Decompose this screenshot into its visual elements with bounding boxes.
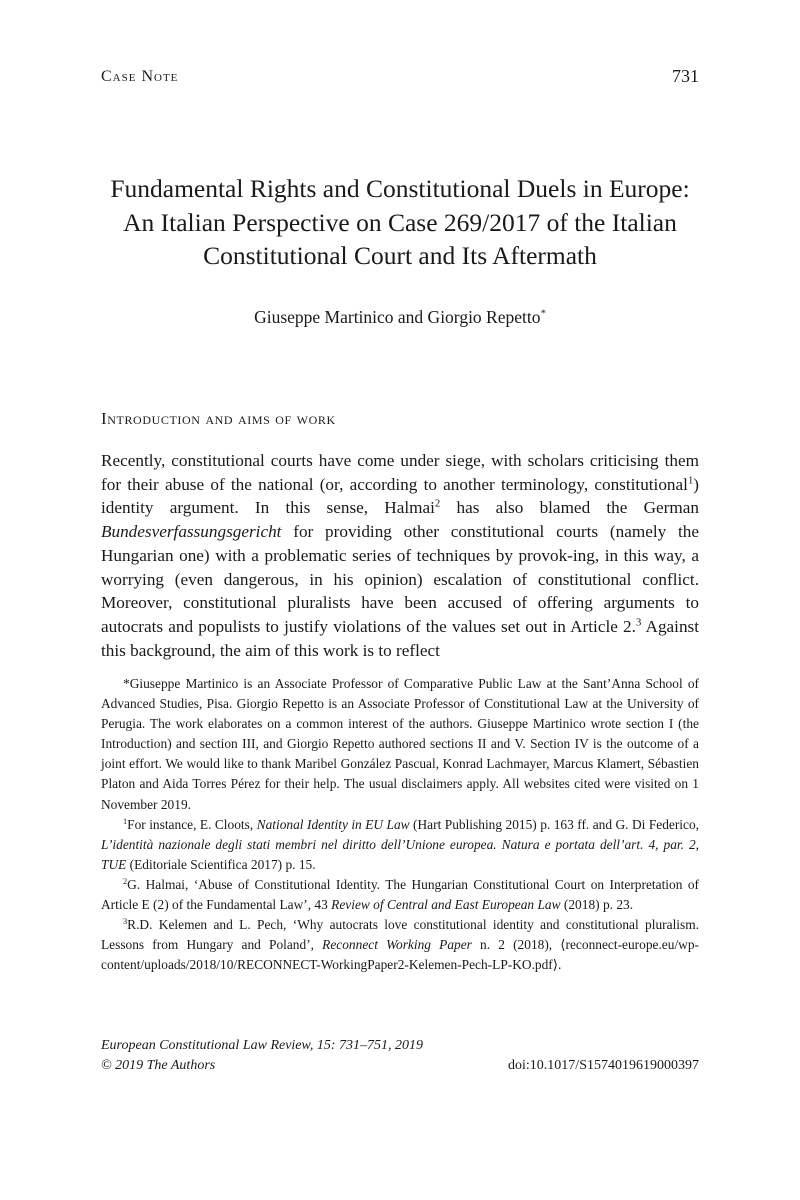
footnote-text: (Hart Publishing 2015) p. 163 ff. and G. Di Federico, <box>409 816 700 832</box>
article-title: Fundamental Rights and Constitutional Duels in Europe: An Italian Perspective on Case 269/2017 of the Italian Constitutional Court and Its Aftermath <box>110 174 690 270</box>
copyright-notice: © 2019 The Authors <box>101 1057 216 1073</box>
footnote-italic: National Identity in EU Law <box>256 816 410 832</box>
footnote-italic: Review of Central and East European Law <box>331 897 561 913</box>
footnote-text: For instance, E. Cloots, <box>127 816 257 832</box>
running-head-section: Case Note <box>101 68 179 85</box>
doi[interactable]: doi:10.1017/S1574019619000397 <box>508 1057 699 1073</box>
body-italic-term: Bundesverfassungsgericht <box>101 522 282 542</box>
footnote-3 <box>101 915 699 975</box>
page <box>101 0 699 1200</box>
footnote-text: G. Halmai, ‘Abuse of Constitutional Identity. The Hungarian Constitutional Court on Interpretation of Article E (2) of the Fundamental Law’, 43 <box>101 876 699 913</box>
footnote-mark: * <box>123 676 130 691</box>
footnote-ref-1: 1 <box>687 475 694 487</box>
footnote-italic: L’identità nazionale degli stati membri nel diritto dell’Unione europea. Natura e portata dell’art. 4, par. 2, TUE <box>101 836 699 872</box>
footnote-2 <box>101 875 699 915</box>
footnote-ref-3: 3 <box>635 617 642 629</box>
body-text-3: has also blamed the German <box>440 498 700 518</box>
footnotes <box>101 674 699 975</box>
body-text-1: Recently, constitutional courts have come under siege, with scholars criticising them for their abuse of the national (or, according to another terminology, constitutional <box>101 451 699 494</box>
page-footer <box>101 1036 699 1075</box>
footnote-text: (2018) p. 23. <box>560 897 634 913</box>
body-paragraph <box>101 449 699 662</box>
body-text-5: Against this background, the aim of this work is to reflect <box>101 616 700 660</box>
footnote-mark: 1 <box>123 816 128 826</box>
footnote-ref-2: 2 <box>434 498 441 510</box>
body-text-4: for providing other constitutional courts (namely the Hungarian one) with a problematic series of techniques by provok-ing, in this way, a worrying (even dangerous, in his opinion) escalation of constitutional conflict. Moreover, constitutional pluralists have been accused of offering arguments to autocrats and populists to justify violations of the values set out in Article 2. <box>101 522 699 636</box>
footnote-text: R.D. Kelemen and L. Pech, ‘Why autocrats love constitutional identity and constitutional pluralism. Lessons from Hungary and Poland’, <box>101 917 699 953</box>
running-head <box>101 66 699 92</box>
body-text-2: ) identity argument. In this sense, Halmai <box>101 474 699 518</box>
author-names: Giuseppe Martinico and Giorgio Repetto <box>254 307 541 327</box>
section-heading: Introduction and aims of work <box>101 409 336 428</box>
footnote-mark: 3 <box>123 916 128 926</box>
page-number: 731 <box>672 66 699 86</box>
author-line <box>101 307 699 328</box>
footnote-mark: 2 <box>123 876 128 886</box>
author-note-mark: * <box>540 307 546 320</box>
footnote-author-note <box>101 674 699 815</box>
footnote-italic: Reconnect Working Paper <box>322 937 472 953</box>
footnote-text: n. 2 (2018), ⟨reconnect-europe.eu/wp-content/uploads/2018/10/RECONNECT-WorkingPaper2-Kelemen-Pech-LP-KO.pdf⟩. <box>101 937 699 973</box>
footnote-text: Giuseppe Martinico is an Associate Professor of Comparative Public Law at the Sant’Anna School of Advanced Studies, Pisa. Giorgio Repetto is an Associate Professor of Constitutional Law at the University of Perugia. The work elaborates on a common interest of the authors. Giuseppe Martinico wrote section I (the Introduction) and section III, and Giorgio Repetto authored sections II and V. Section IV is the outcome of a joint effort. We would like to thank Maribel González Pascual, Konrad Lachmayer, Marcus Klamert, Sébastien Platon and Aida Torres Pérez for their help. The usual disclaimers apply. All websites cited were visited on 1 November 2019. <box>101 676 699 812</box>
footnote-text: (Editoriale Scientifica 2017) p. 15. <box>126 856 316 872</box>
footnote-1 <box>101 815 699 875</box>
journal-citation: European Constitutional Law Review, 15: 731–751, 2019 <box>101 1038 423 1053</box>
